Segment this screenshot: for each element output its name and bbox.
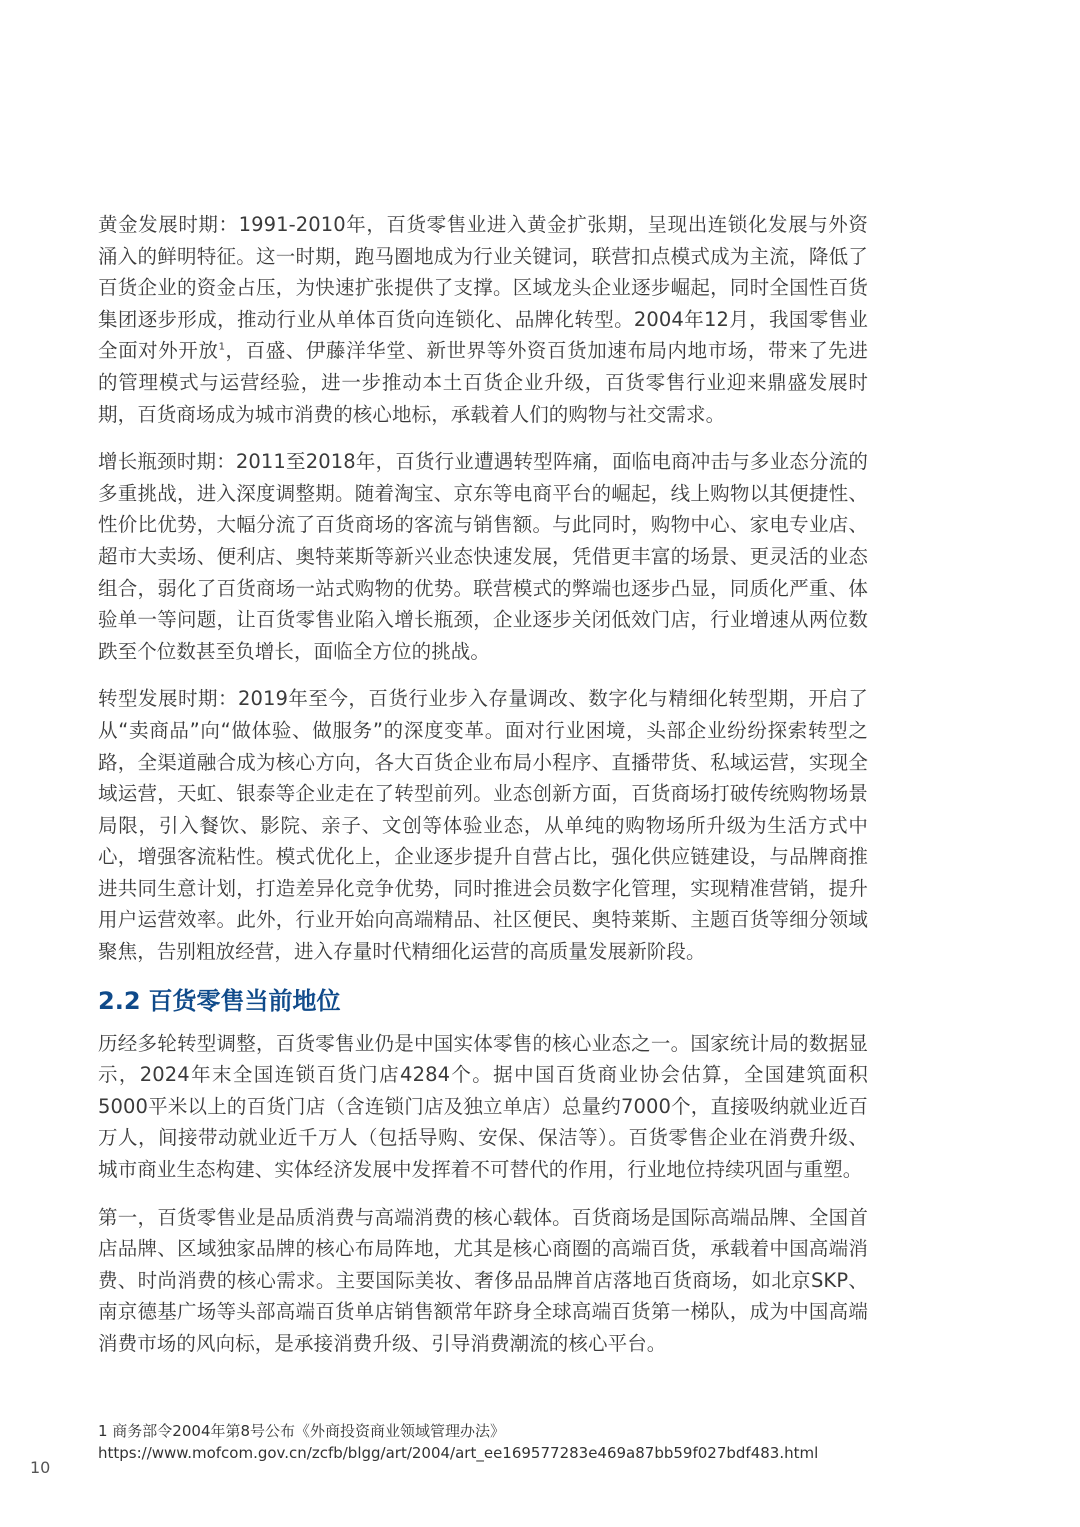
footnote-reference[interactable]: 1 (218, 341, 226, 353)
section-title: 百货零售当前地位 (148, 986, 341, 1015)
paragraph-current-position: 历经多轮转型调整，百货零售业仍是中国实体零售的核心业态之一。国家统计局的数据显示，2024年末全国连锁百货门店4284个。据中国百货商业协会估算，全国建筑面积5000平米以上的百货门店（含连锁门店及独立单店）总量约7000个，直接吸纳就业近百万人，间接带动就业近千万人（包括导购、安保、保洁等）。百货零售企业在消费升级、城市商业生态构建、实体经济发展中发挥着不可替代的作用，行业地位持续巩固与重塑。 (98, 1031, 868, 1182)
paragraph-transformation-period: 转型发展时期：2019年至今，百货行业步入存量调改、数字化与精细化转型期，开启了从“卖商品”向“做体验、做服务”的深度变革。面对行业困境，头部企业纷纷探索转型之路，全渠道融合成为核心方向，各大百货企业布局小程序、直播带货、私域运营，实现全域运营，天虹、银泰等企业走在了转型前列。业态创新方面，百货商场打破传统购物场景局限，引入餐饮、影院、亲子、文创等体验业态，从单纯的购物场所升级为生活方式中心，增强客流粘性。模式优化上，企业逐步提升自营占比，强化供应链建设，与品牌商推进共同生意计划，打造差异化竞争优势，同时推进会员数字化管理，实现精准营销，提升用户运营效率。此外，行业开始向高端精品、社区便民、奥特莱斯、主题百货等细分领域聚焦，告别粗放经营，进入存量时代精细化运营的高质量发展新阶段。 (98, 687, 868, 964)
section-heading (98, 984, 868, 1018)
footnote-url-link[interactable]: https://www.mofcom.gov.cn/zcfb/blgg/art/2004/art_ee169577283e469a87bb59f027bdf483.html (98, 1444, 819, 1462)
footnote (98, 1420, 898, 1464)
paragraph-golden-period (98, 209, 868, 430)
main-content (98, 209, 868, 1376)
section-number: 2.2 (98, 986, 141, 1015)
footnote-citation: 1 商务部令2004年第8号公布《外商投资商业领域管理办法》 (98, 1422, 506, 1440)
paragraph-text: 黄金发展时期：1991-2010年，百货零售业进入黄金扩张期，呈现出连锁化发展与外资涌入的鲜明特征。这一时期，跑马圈地成为行业关键词，联营扣点模式成为主流，降低了百货企业的资金占压，为快速扩张提供了支撑。区域龙头企业逐步崛起，同时全国性百货集团逐步形成，推动行业从单体百货向连锁化、品牌化转型。2004年12月，我国零售业全面对外开放 (98, 213, 868, 363)
paragraph-first-point: 第一，百货零售业是品质消费与高端消费的核心载体。百货商场是国际高端品牌、全国首店品牌、区域独家品牌的核心布局阵地，尤其是核心商圈的高端百货，承载着中国高端消费、时尚消费的核心需求。主要国际美妆、奢侈品品牌首店落地百货商场，如北京SKP、南京德基广场等头部高端百货单店销售额常年跻身全球高端百货第一梯队，成为中国高端消费市场的风向标，是承接消费升级、引导消费潮流的核心平台。 (98, 1205, 868, 1355)
paragraph-text-continued: ，百盛、伊藤洋华堂、新世界等外资百货加速布局内地市场，带来了先进的管理模式与运营经验，进一步推动本土百货企业升级，百货零售行业迎来鼎盛发展时期，百货商场成为城市消费的核心地标，承载着人们的购物与社交需求。 (98, 339, 868, 426)
paragraph-bottleneck-period: 增长瓶颈时期：2011至2018年，百货行业遭遇转型阵痛，面临电商冲击与多业态分流的多重挑战，进入深度调整期。随着淘宝、京东等电商平台的崛起，线上购物以其便捷性、性价比优势，大幅分流了百货商场的客流与销售额。与此同时，购物中心、家电专业店、超市大卖场、便利店、奥特莱斯等新兴业态快速发展，凭借更丰富的场景、更灵活的业态组合，弱化了百货商场一站式购物的优势。联营模式的弊端也逐步凸显，同质化严重、体验单一等问题，让百货零售业陷入增长瓶颈，企业逐步关闭低效门店，行业增速从两位数跌至个位数甚至负增长，面临全方位的挑战。 (98, 450, 868, 663)
page-number: 10 (30, 1458, 51, 1477)
